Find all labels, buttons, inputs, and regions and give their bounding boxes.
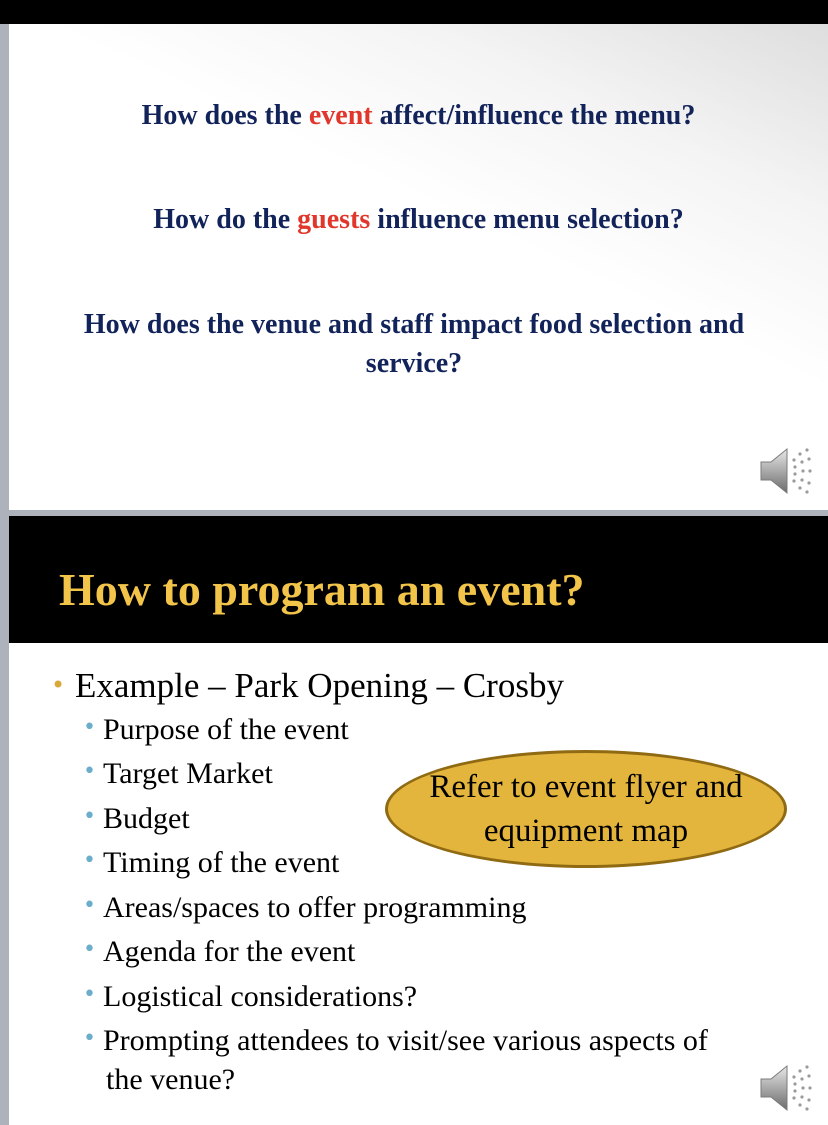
sub-bullet-budget: Budget: [103, 802, 190, 835]
sub-bullet-prompting-cont: the venue?: [106, 1063, 236, 1096]
main-bullet: Example – Park Opening – Crosby: [75, 666, 564, 705]
slide-title: How to program an event?: [59, 564, 585, 615]
sub-bullet-areas: Areas/spaces to offer programming: [103, 891, 527, 924]
speaker-icon[interactable]: [757, 445, 813, 502]
sub-bullet-dot: •: [83, 937, 96, 962]
sub-bullet-dot: •: [83, 982, 96, 1007]
sub-bullet-dot: •: [83, 804, 96, 829]
sub-bullet-dot: •: [83, 848, 96, 873]
question-event: How does the event affect/influence the menu?: [141, 100, 696, 131]
bullet-dot: •: [51, 671, 66, 699]
speaker-icon[interactable]: [757, 1062, 813, 1119]
sub-bullet-logistics: Logistical considerations?: [103, 980, 418, 1013]
highlight-guests: guests: [297, 204, 371, 235]
sub-bullet-prompting: Prompting attendees to visit/see various aspects of: [103, 1024, 708, 1057]
sub-bullet-dot: •: [83, 893, 96, 918]
question-guests: How do the guests influence menu selection?: [153, 204, 684, 235]
sub-bullet-purpose: Purpose of the event: [103, 713, 349, 746]
callout-oval: [385, 750, 787, 868]
sub-bullet-agenda: Agenda for the event: [103, 935, 356, 968]
slide-2: [9, 516, 828, 1125]
question-venue: How does the venue and staff impact food selection and service?: [83, 309, 745, 379]
slide-1: [9, 24, 828, 510]
highlight-event: event: [308, 100, 373, 131]
sub-bullet-target-market: Target Market: [103, 757, 273, 790]
sub-bullet-timing: Timing of the event: [103, 846, 340, 879]
callout-text: Refer to event flyer and equipment map: [429, 769, 743, 849]
sub-bullet-dot: •: [83, 1026, 96, 1051]
sub-bullet-dot: •: [83, 759, 96, 784]
top-black-bar: [0, 0, 828, 24]
sub-bullet-dot: •: [83, 715, 96, 740]
